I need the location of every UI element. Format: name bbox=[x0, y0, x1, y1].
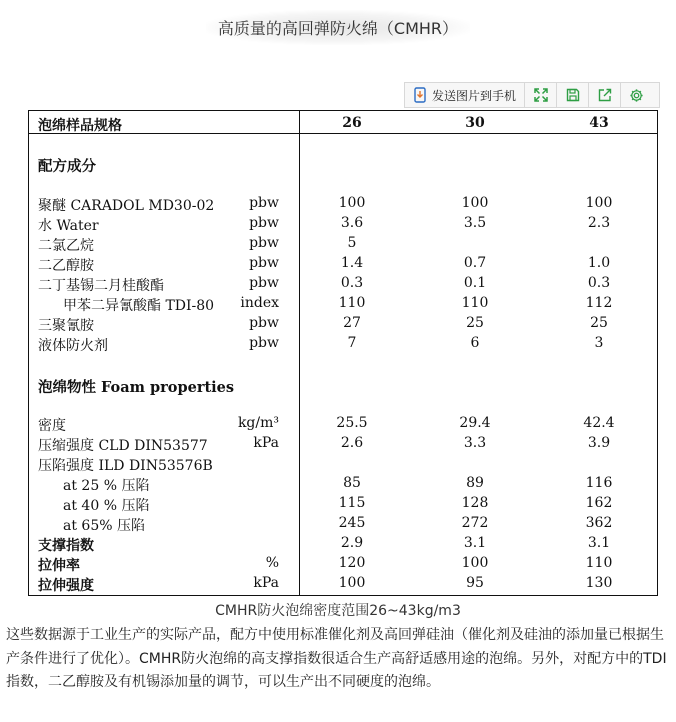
image-caption: CMHR防火泡绵密度范围26~43kg/m3 bbox=[215, 603, 461, 619]
cell-43: 112 bbox=[585, 295, 613, 311]
cell-26: 3.6 bbox=[340, 215, 364, 231]
row-unit: index bbox=[240, 295, 279, 311]
send-to-phone-button[interactable] bbox=[405, 83, 525, 107]
table-row bbox=[29, 195, 657, 215]
cell-43: 25 bbox=[590, 315, 608, 331]
cell-26: 27 bbox=[343, 315, 361, 331]
cell-30: 100 bbox=[461, 195, 489, 211]
cell-26: 25.5 bbox=[336, 415, 368, 431]
row-label: 甲苯二异氰酸酯 TDI-80 bbox=[63, 298, 215, 314]
table-row bbox=[29, 215, 657, 235]
row-label: at 40 % 压陷 bbox=[63, 498, 150, 514]
cell-30: 95 bbox=[466, 575, 484, 591]
cell-30: 3.3 bbox=[463, 435, 487, 451]
cell-43: 3 bbox=[594, 335, 604, 351]
cell-30: 110 bbox=[461, 295, 489, 311]
row-unit: pbw bbox=[249, 255, 279, 271]
header-col-30: 30 bbox=[465, 115, 485, 131]
header-divider bbox=[29, 133, 657, 134]
fullscreen-icon bbox=[534, 88, 548, 102]
cell-43: 3.1 bbox=[587, 535, 611, 551]
row-unit: pbw bbox=[249, 215, 279, 231]
table-row bbox=[29, 295, 657, 315]
table-row bbox=[29, 235, 657, 255]
row-unit: pbw bbox=[249, 195, 279, 211]
table-row bbox=[29, 555, 657, 575]
cell-26: 1.4 bbox=[340, 255, 364, 271]
table-row bbox=[29, 255, 657, 275]
cell-30: 6 bbox=[470, 335, 480, 351]
page-title: 高质量的高回弹防火绵（CMHR） bbox=[206, 10, 470, 45]
cell-30: 3.1 bbox=[463, 535, 487, 551]
row-unit: kg/m³ bbox=[237, 415, 279, 431]
cell-43: 110 bbox=[585, 555, 613, 571]
cell-43: 0.3 bbox=[587, 275, 611, 291]
row-label: at 65% 压陷 bbox=[63, 518, 145, 534]
row-unit: pbw bbox=[249, 235, 279, 251]
cell-26: 110 bbox=[338, 295, 366, 311]
cell-30: 3.5 bbox=[463, 215, 487, 231]
cell-26: 7 bbox=[347, 335, 357, 351]
table-row bbox=[29, 435, 657, 455]
cell-43: 42.4 bbox=[583, 415, 615, 431]
row-unit: pbw bbox=[249, 315, 279, 331]
cell-26: 120 bbox=[338, 555, 366, 571]
table-row bbox=[29, 475, 657, 495]
settings-button[interactable] bbox=[621, 83, 652, 107]
row-label: at 25 % 压陷 bbox=[63, 478, 150, 494]
cell-30: 272 bbox=[461, 515, 489, 531]
row-label: 二丁基锡二月桂酸酯 bbox=[38, 278, 164, 294]
table-row bbox=[29, 535, 657, 555]
table-row bbox=[29, 315, 657, 335]
row-label: 液体防火剂 bbox=[38, 338, 108, 354]
row-label: 拉伸强度 bbox=[38, 578, 94, 594]
cell-43: 130 bbox=[585, 575, 613, 591]
row-label: 三聚氰胺 bbox=[38, 318, 94, 334]
cell-30: 100 bbox=[461, 555, 489, 571]
row-label: 支撑指数 bbox=[38, 538, 94, 554]
row-label: 压陷强度 ILD DIN53576B bbox=[38, 458, 213, 474]
section-formula-title: 配方成分 bbox=[38, 158, 96, 175]
row-label: 二乙醇胺 bbox=[38, 258, 94, 274]
table-row bbox=[29, 455, 657, 475]
cell-43: 1.0 bbox=[587, 255, 611, 271]
table-row bbox=[29, 275, 657, 295]
cell-30: 89 bbox=[466, 475, 484, 491]
row-label: 密度 bbox=[38, 418, 66, 434]
cell-26: 115 bbox=[338, 495, 366, 511]
row-label: 压缩强度 CLD DIN53577 bbox=[38, 438, 208, 454]
header-col-26: 26 bbox=[342, 115, 362, 131]
cell-43: 162 bbox=[585, 495, 613, 511]
row-unit: kPa bbox=[253, 435, 279, 451]
row-unit: kPa bbox=[253, 575, 279, 591]
cell-43: 2.3 bbox=[587, 215, 611, 231]
send-to-phone-icon bbox=[413, 87, 427, 103]
cell-26: 5 bbox=[347, 235, 357, 251]
cell-30: 29.4 bbox=[459, 415, 491, 431]
save-icon bbox=[566, 88, 580, 102]
header-col-43: 43 bbox=[589, 115, 609, 131]
spec-table bbox=[28, 110, 658, 596]
row-unit: pbw bbox=[249, 275, 279, 291]
cell-26: 100 bbox=[338, 575, 366, 591]
cell-43: 362 bbox=[585, 515, 613, 531]
send-to-phone-label: 发送图片到手机 bbox=[432, 88, 517, 103]
cell-26: 85 bbox=[343, 475, 361, 491]
cell-26: 100 bbox=[338, 195, 366, 211]
save-button[interactable] bbox=[557, 83, 589, 107]
cell-30: 25 bbox=[466, 315, 484, 331]
section-properties-title: 泡绵物性 Foam properties bbox=[38, 379, 235, 396]
cell-30: 0.1 bbox=[463, 275, 487, 291]
cell-26: 245 bbox=[338, 515, 366, 531]
title-container bbox=[0, 10, 676, 45]
cell-30: 128 bbox=[461, 495, 489, 511]
image-toolbar bbox=[404, 82, 660, 108]
table-row bbox=[29, 575, 657, 595]
row-label: 拉伸率 bbox=[38, 558, 80, 574]
cell-26: 2.6 bbox=[340, 435, 364, 451]
cell-26: 0.3 bbox=[340, 275, 364, 291]
share-button[interactable] bbox=[589, 83, 621, 107]
row-unit: pbw bbox=[249, 335, 279, 351]
cell-26: 2.9 bbox=[340, 535, 364, 551]
cell-43: 100 bbox=[585, 195, 613, 211]
cell-30: 0.7 bbox=[463, 255, 487, 271]
table-row bbox=[29, 335, 657, 355]
row-label: 二氯乙烷 bbox=[38, 238, 94, 254]
header-label: 泡绵样品规格 bbox=[38, 118, 122, 134]
settings-icon bbox=[629, 88, 644, 103]
table-row bbox=[29, 415, 657, 435]
row-unit: % bbox=[265, 555, 279, 571]
cell-43: 3.9 bbox=[587, 435, 611, 451]
cell-43: 116 bbox=[585, 475, 613, 491]
fullscreen-button[interactable] bbox=[525, 83, 557, 107]
table-row bbox=[29, 495, 657, 515]
body-paragraph: 这些数据源于工业生产的实际产品，配方中使用标准催化剂及高回弹硅油（催化剂及硅油的添加量已根据生产条件进行了优化）。CMHR防火泡绵的高支撑指数很适合生产高舒适感用途的泡绵。另外，对配方中的TDI指数，二乙醇胺及有机锡添加量的调节，可以生产出不同硬度的泡绵。 bbox=[6, 627, 667, 690]
row-label: 聚醚 CARADOL MD30-02 bbox=[38, 198, 215, 214]
share-icon bbox=[598, 88, 612, 102]
row-label: 水 Water bbox=[38, 218, 99, 234]
table-row bbox=[29, 515, 657, 535]
